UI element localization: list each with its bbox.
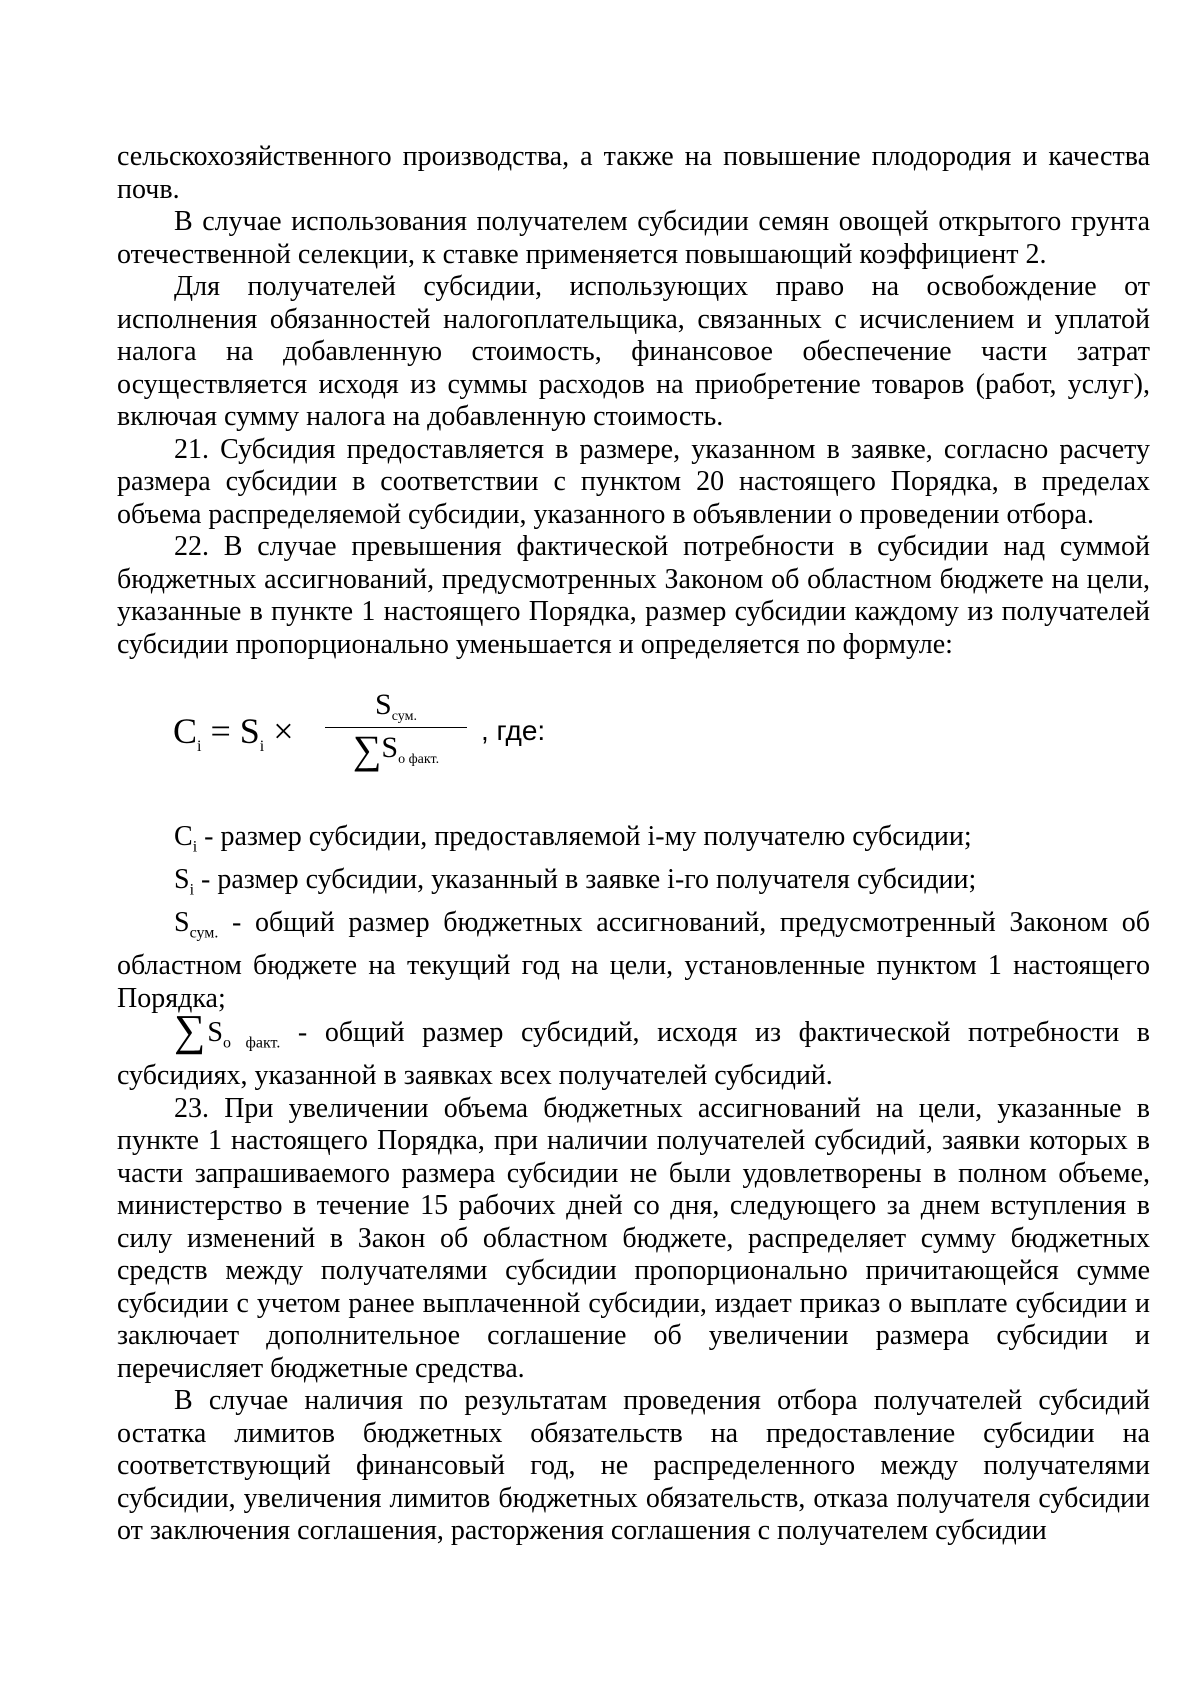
formula-lhs: $C_i = S_i$ × bbox=[173, 711, 294, 756]
sigma-symbol: ∑ bbox=[174, 1006, 206, 1056]
paragraph-23: 23. При увеличении объема бюджетных ассигнований на цели, указанные в пункте 1 настоящего Порядка, при наличии получателей субсидий, заявки которых в части запрашиваемого размера субсидии не были удовлетворены в полном объеме, министерство в течение 15 рабочих дней со дня, следующего за днем вступления в силу изменений в Закон об областном бюджете, распределяет сумму бюджетных средств между получателями субсидии пропорционально причитающейся сумме субсидии с учетом ранее выплаченной субсидии, издает приказ о выплате субсидии и заключает дополнительное соглашение об увеличении размера субсидии и перечисляет бюджетные средства. bbox=[117, 1092, 1150, 1384]
subsidy-formula bbox=[117, 685, 1150, 805]
definition-ci: $C_i$ - размер субсидии, предоставляемой i-му получателю субсидии; bbox=[174, 821, 972, 856]
formula-denominator: $\sum S_{о факт.}$ bbox=[352, 727, 440, 772]
definition-si: $S_i$ - размер субсидии, указанный в заявке i-го получателя субсидии; bbox=[174, 864, 977, 899]
paragraph-23-cont: В случае наличия по результатам проведения отбора получателей субсидий остатка лимитов бюджетных обязательств на предоставление субсидии на соответствующий финансовый год, не распределенного между получателями субсидии, увеличения лимитов бюджетных обязательств, отказа получателя субсидии от заключения соглашения, расторжения соглашения с получателем субсидии bbox=[117, 1385, 1150, 1547]
definition-sum-sfact: $\sum S_{о факт.}$ - общий размер субсидий, исходя из фактической потребности в субсидиях, указанной в заявках всех получателей субсидий. bbox=[117, 1006, 1151, 1092]
paragraph-2: В случае использования получателем субсидии семян овощей открытого грунта отечественной селекции, к ставке применяется повышающий коэффициент 2. bbox=[117, 206, 1150, 270]
formula-fraction bbox=[321, 689, 471, 777]
paragraph-3: Для получателей субсидии, использующих право на освобождение от исполнения обязанностей налогоплательщика, связанных с исчислением и уплатой налога на добавленную стоимость, финансовое обеспечение части затрат осуществляется исходя из суммы расходов на приобретение товаров (работ, услуг), включая сумму налога на добавленную стоимость. bbox=[117, 271, 1150, 432]
formula-where: , где: bbox=[481, 715, 546, 746]
sigma-symbol: ∑ bbox=[352, 727, 382, 772]
paragraph-1: сельскохозяйственного производства, а также на повышение плодородия и качества почв. bbox=[117, 141, 1150, 205]
paragraph-22: 22. В случае превышения фактической потребности в субсидии над суммой бюджетных ассигнований, предусмотренных Законом об областном бюджете на цели, указанные в пункте 1 настоящего Порядка, размер субсидии каждому из получателей субсидии пропорционально уменьшается и определяется по формуле: bbox=[117, 531, 1150, 660]
definition-ssum: $S_{сум.}$ - общий размер бюджетных ассигнований, предусмотренный Законом об областном бюджете на текущий год на цели, установленные пунктом 1 настоящего Порядка; bbox=[117, 907, 1150, 1014]
document-body bbox=[117, 141, 1150, 1548]
formula-numerator: $S_{сум.}$ bbox=[375, 688, 417, 724]
paragraph-21: 21. Субсидия предоставляется в размере, указанном в заявке, согласно расчету размера субсидии в соответствии с пунктом 20 настоящего Порядка, в пределах объема распределяемой субсидии, указанного в объявлении о проведении отбора. bbox=[117, 433, 1150, 530]
